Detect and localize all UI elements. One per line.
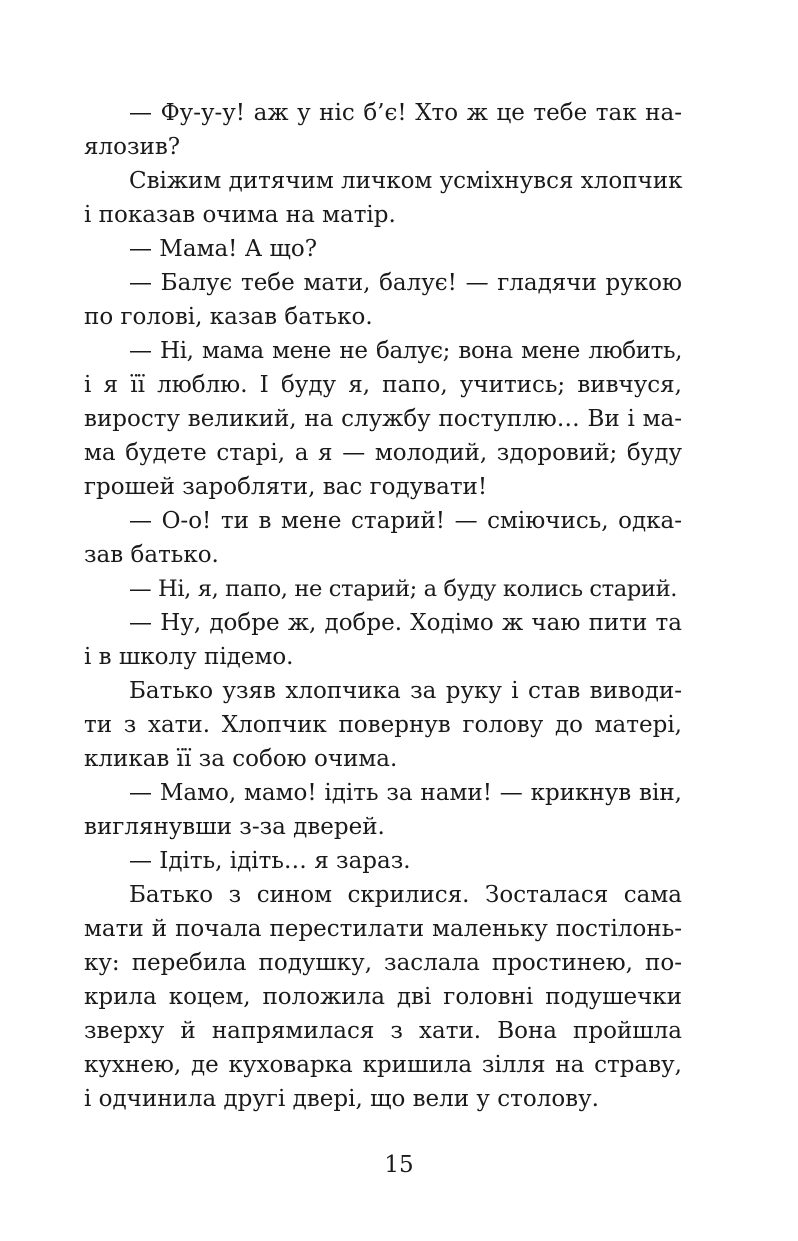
text-line: Батько узяв хлопчика за руку і став виводи- [129,678,682,704]
paragraph [84,164,682,232]
paragraph [84,266,682,334]
text-line: — Ну, добре ж, добре. Ходімо ж чаю пити та [129,610,682,636]
text-line: і показав очима на матір. [84,202,396,228]
text-line: — Фу-у-у! аж у ніс б’є! Хто ж це тебе так на- [129,100,682,126]
text-line: ма будете старі, а я — молодий, здоровий; буду [84,440,682,466]
text-line: ку: перебила подушку, заслала простинею, по- [84,950,682,976]
text-line: — Ні, я, папо, не старий; а буду колись старий. [129,576,678,602]
text-line: — О-о! ти в мене старий! — сміючись, одка- [129,508,682,534]
text-line: — Ні, мама мене не балує; вона мене любить, [129,338,682,364]
text-line: — Ідіть, ідіть… я зараз. [129,848,411,874]
text-line: — Балує тебе мати, балує! — гладячи рукою [129,270,682,296]
paragraph [84,674,682,776]
paragraph [84,96,682,164]
text-line: грошей заробляти, вас годувати! [84,474,488,500]
text-line: по голові, казав батько. [84,304,373,330]
paragraph [84,504,682,572]
text-line: мати й почала перестилати маленьку постілонь- [84,916,682,942]
text-line: — Мамо, мамо! ідіть за нами! — крикнув він, [129,780,682,806]
text-line: і я її люблю. І буду я, папо, учитись; вивчуся, [84,372,682,398]
text-line: Батько з сином скрилися. Зосталася сама [129,882,682,908]
text-line: виросту великий, на службу поступлю… Ви і ма- [84,406,682,432]
text-line: і в школу підемо. [84,644,294,670]
paragraph [84,232,682,266]
paragraph [84,572,682,606]
paragraph [84,878,682,1116]
text-line: крила коцем, положила дві головні подушечки [84,984,682,1010]
text-line: Свіжим дитячим личком усміхнувся хлопчик [129,168,683,194]
text-line: кликав її за собою очима. [84,746,398,772]
text-line: ялозив? [84,134,181,160]
text-line: — Мама! А що? [129,236,318,262]
text-line: кухнею, де куховарка кришила зілля на страву, [84,1052,682,1078]
text-line: зверху й напрямилася з хати. Вона пройшла [84,1018,682,1044]
paragraph [84,844,682,878]
text-line: ти з хати. Хлопчик повернув голову до матері, [84,712,682,738]
text-line: і одчинила другі двері, що вели у столову. [84,1086,599,1112]
body-text [84,96,682,1116]
paragraph [84,776,682,844]
text-line: зав батько. [84,542,219,568]
paragraph [84,606,682,674]
page-number: 15 [384,1152,414,1178]
text-line: виглянувши з-за дверей. [84,814,385,840]
paragraph [84,334,682,504]
